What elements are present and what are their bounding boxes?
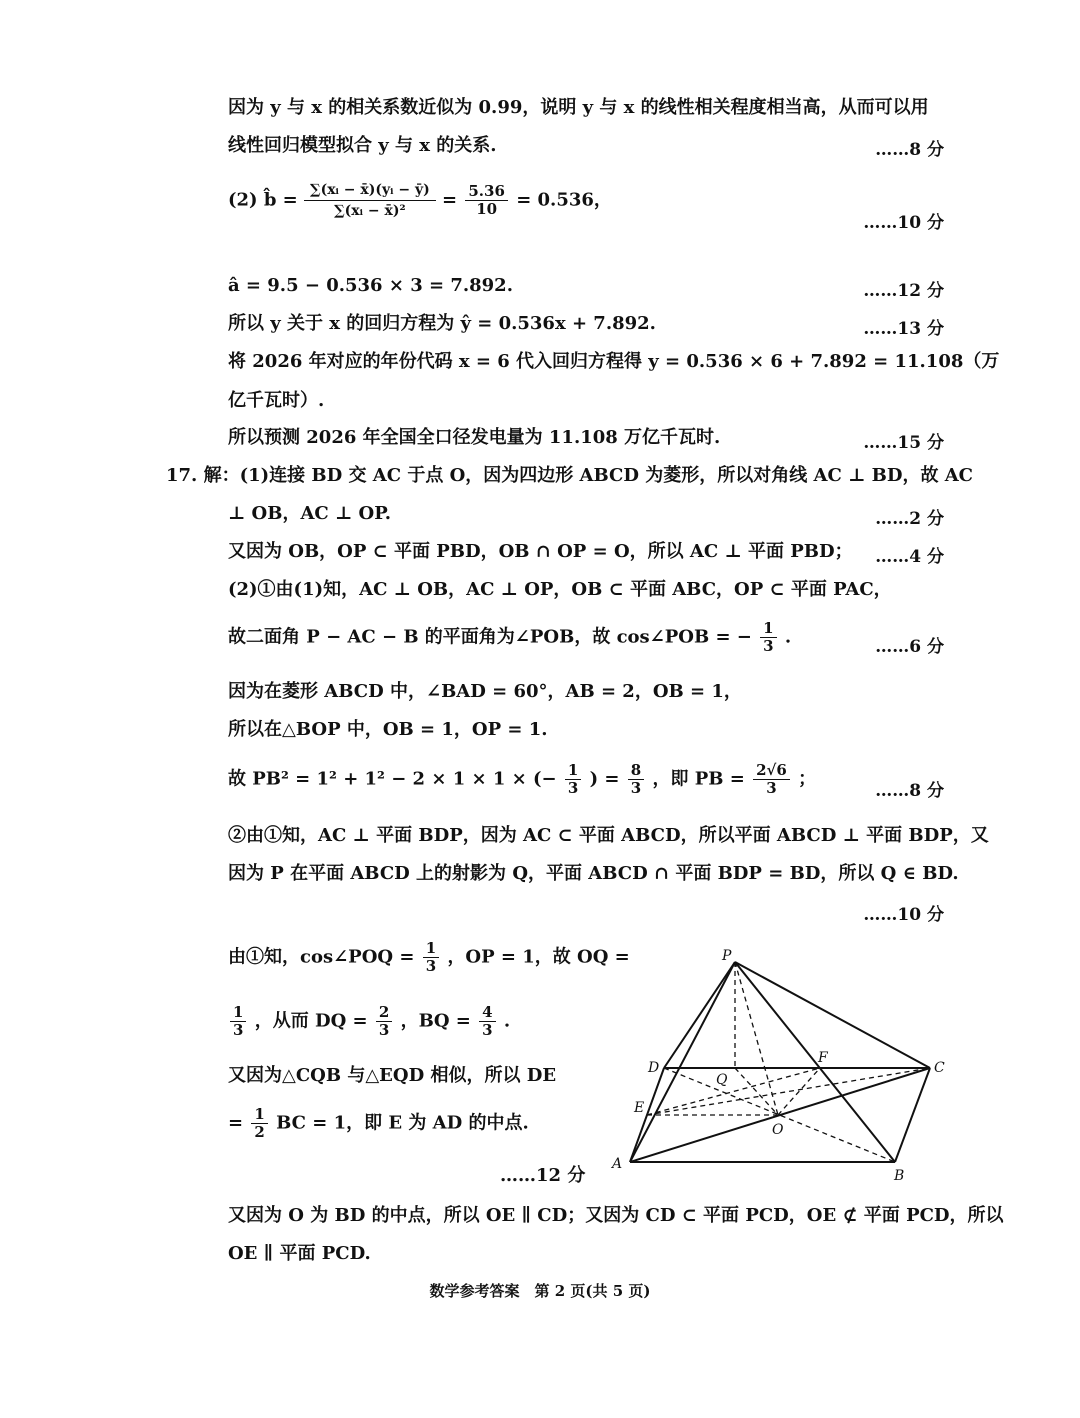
fraction-denominator: 3 <box>425 957 437 975</box>
label-C: C <box>934 1060 945 1076</box>
score-mark: ……15 分 <box>863 433 944 453</box>
fraction <box>465 183 508 218</box>
text-segment: ，即 PB = <box>652 768 745 790</box>
fraction <box>376 1004 392 1039</box>
text-line: â = 9.5 − 0.536 × 3 = 7.892. <box>228 275 513 296</box>
score-mark: ……13 分 <box>863 319 944 339</box>
fraction-denominator: 3 <box>766 779 777 797</box>
text-line <box>228 762 816 797</box>
fraction-denominator: 3 <box>763 637 774 655</box>
fraction-numerator: 1 <box>251 1106 267 1124</box>
dashed-OF <box>778 1068 820 1115</box>
text-line: 所以预测 2026 年全国全口径发电量为 11.108 万亿千瓦时. <box>228 427 721 448</box>
fraction-numerator: 1 <box>230 1004 246 1022</box>
fraction-denominator: 2 <box>254 1123 265 1141</box>
fraction-numerator: 5.36 <box>465 183 508 201</box>
formula-result: = 0.536， <box>516 189 612 211</box>
text-line <box>228 1004 510 1039</box>
score-mark: ……10 分 <box>863 905 944 925</box>
fraction-numerator: 1 <box>423 940 439 958</box>
score-mark: ……10 分 <box>863 213 944 233</box>
fraction <box>423 940 439 975</box>
text-line: OE ∥ 平面 PCD. <box>228 1243 371 1264</box>
sum-fraction <box>304 180 436 221</box>
score-mark: ……2 分 <box>875 509 944 529</box>
text-segment: 故二面角 P − AC − B 的平面角为∠POB，故 cos∠POB = − <box>228 626 752 648</box>
fraction-numerator: 1 <box>565 762 581 780</box>
text-segment: . <box>784 626 792 648</box>
label-P: P <box>722 948 732 964</box>
dashed-EC <box>647 1068 930 1115</box>
score-mark: ……12 分 <box>500 1165 586 1186</box>
label-Q: Q <box>716 1072 728 1088</box>
text-segment: . <box>503 1010 511 1032</box>
score-mark: ……12 分 <box>863 281 944 301</box>
equals-sign: = <box>441 189 458 211</box>
text-segment: 故 PB² = 1² + 1² − 2 × 1 × 1 × (− <box>228 768 557 790</box>
fraction <box>479 1004 495 1039</box>
label-D: D <box>648 1060 660 1076</box>
text-line: 因为在菱形 ABCD 中，∠BAD = 60°，AB = 2，OB = 1， <box>228 681 742 702</box>
text-line: 因为 P 在平面 ABCD 上的射影为 Q，平面 ABCD ∩ 平面 BDP = BD，所以 Q ∈ BD. <box>228 863 959 884</box>
score-mark: ……6 分 <box>875 637 944 657</box>
dashed-QO <box>735 1068 778 1115</box>
page-footer: 数学参考答案 第 2 页(共 5 页) <box>429 1282 651 1300</box>
text-segment: ，从而 DQ = <box>254 1010 368 1032</box>
fraction-denominator: 3 <box>630 779 642 797</box>
dashed-PO <box>735 962 778 1115</box>
fraction-denominator: 3 <box>378 1021 390 1039</box>
fraction <box>753 762 790 797</box>
text-line: 将 2026 年对应的年份代码 x = 6 代入回归方程得 y = 0.536 × 6 + 7.892 = 11.108（万 <box>228 351 1000 372</box>
text-line: ②由①知，AC ⊥ 平面 BDP，因为 AC ⊂ 平面 ABCD，所以平面 ABCD ⊥ 平面 BDP，又 <box>228 825 989 846</box>
edge-PA <box>630 962 735 1162</box>
label-E: E <box>634 1100 645 1116</box>
score-mark: ……4 分 <box>875 547 944 567</box>
fraction-numerator: 8 <box>628 762 644 780</box>
fraction-numerator: 1 <box>760 620 776 638</box>
fraction <box>251 1106 267 1141</box>
fraction <box>565 762 581 797</box>
fraction <box>628 762 644 797</box>
text-line <box>228 1106 529 1141</box>
sum-numerator: ∑(xᵢ − x̄)(yᵢ − ȳ) <box>304 180 436 201</box>
text-segment: BC = 1，即 E 为 AD 的中点. <box>276 1112 529 1134</box>
text-segment: = <box>228 1112 244 1134</box>
formula-prefix: (2) b̂ = <box>228 189 298 211</box>
text-segment: ) = <box>589 768 620 790</box>
text-line: ⊥ OB，AC ⊥ OP. <box>228 503 392 524</box>
text-segment: ； <box>798 768 817 790</box>
fraction <box>760 620 776 655</box>
label-O: O <box>772 1122 784 1138</box>
sum-denominator: ∑(xᵢ − x̄)² <box>334 203 406 219</box>
label-B: B <box>894 1168 905 1184</box>
text-line: 亿千瓦时）. <box>228 390 325 411</box>
fraction-denominator: 3 <box>233 1021 244 1039</box>
text-line: 17. 解：(1)连接 BD 交 AC 于点 O，因为四边形 ABCD 为菱形，所以对角线 AC ⊥ BD，故 AC <box>166 465 974 486</box>
text-line: 所以 y 关于 x 的回归方程为 ŷ = 0.536x + 7.892. <box>228 313 656 334</box>
label-A: A <box>612 1156 623 1172</box>
text-line: 又因为 OB，OP ⊂ 平面 PBD，OB ∩ OP = O，所以 AC ⊥ 平面 PBD； <box>228 541 853 562</box>
fraction-numerator: 2 <box>376 1004 392 1022</box>
text-line <box>228 620 791 655</box>
pyramid-figure <box>600 940 960 1190</box>
score-mark: ……8 分 <box>875 140 944 160</box>
fraction <box>230 1004 246 1039</box>
text-line: 所以在△BOP 中，OB = 1，OP = 1. <box>228 719 548 740</box>
edge-BC <box>895 1068 930 1162</box>
text-line <box>228 940 630 975</box>
fraction-denominator: 10 <box>476 200 498 218</box>
fraction-denominator: 3 <box>567 779 579 797</box>
score-mark: ……8 分 <box>875 781 944 801</box>
edge-PB <box>735 962 895 1162</box>
label-F: F <box>818 1050 828 1066</box>
edge-PD <box>664 962 735 1068</box>
text-segment: ，BQ = <box>400 1010 471 1032</box>
fraction-numerator: 4 <box>479 1004 495 1022</box>
text-line: 因为 y 与 x 的相关系数近似为 0.99，说明 y 与 x 的线性相关程度相当高，从而可以用 <box>228 97 929 118</box>
text-line: 线性回归模型拟合 y 与 x 的关系. <box>228 135 497 156</box>
fraction-denominator: 3 <box>482 1021 493 1039</box>
text-segment: 由①知，cos∠POQ = <box>228 946 415 968</box>
text-line: 又因为△CQB 与△EQD 相似，所以 DE <box>228 1065 557 1086</box>
formula-b-hat <box>228 180 612 221</box>
text-line: (2)①由(1)知，AC ⊥ OB，AC ⊥ OP，OB ⊂ 平面 ABC，OP ⊂ 平面 PAC， <box>228 579 892 600</box>
fraction-numerator: 2√6 <box>753 762 790 780</box>
text-line: 又因为 O 为 BD 的中点，所以 OE ∥ CD；又因为 CD ⊂ 平面 PCD，OE ⊄ 平面 PCD，所以 <box>228 1205 1004 1226</box>
dashed-EF <box>647 1068 820 1115</box>
text-segment: ，OP = 1，故 OQ = <box>447 946 630 968</box>
edge-PC <box>735 962 930 1068</box>
